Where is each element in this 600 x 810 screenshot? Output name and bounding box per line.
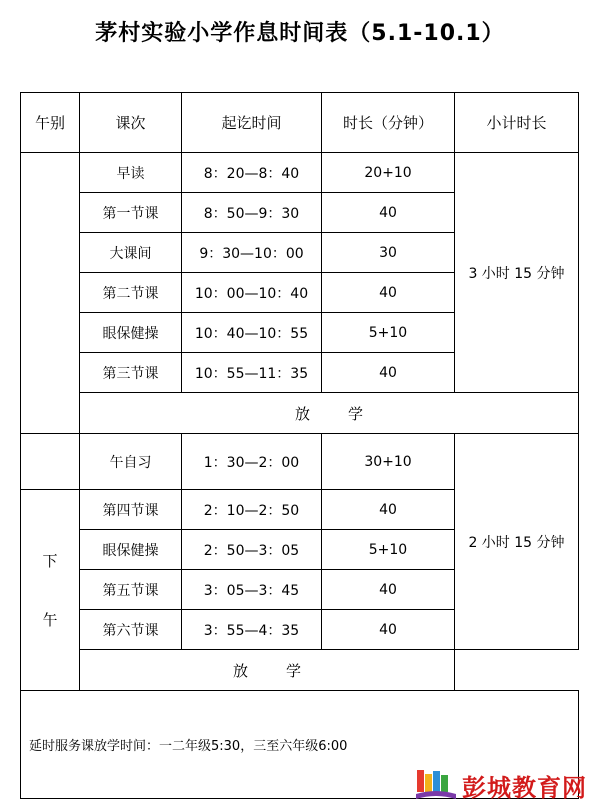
time-cell: 10：55—11：35 xyxy=(182,353,322,393)
header-lesson: 课次 xyxy=(80,93,182,153)
time-cell: 3：55—4：35 xyxy=(182,610,322,650)
duration-cell: 40 xyxy=(322,490,455,530)
duration-cell: 30+10 xyxy=(322,434,455,490)
lesson-cell: 眼保健操 xyxy=(80,313,182,353)
lesson-cell: 第一节课 xyxy=(80,193,182,233)
header-row xyxy=(21,93,579,153)
afternoon-label-top: 下 xyxy=(42,552,58,570)
lesson-cell: 早读 xyxy=(80,153,182,193)
duration-cell: 30 xyxy=(322,233,455,273)
watermark-text: 彭城教育网 xyxy=(462,774,587,802)
morning-period-cell xyxy=(21,153,80,434)
duration-cell: 20+10 xyxy=(322,153,455,193)
dismiss-row xyxy=(21,393,579,434)
book-logo-icon xyxy=(414,766,458,802)
duration-cell: 5+10 xyxy=(322,313,455,353)
duration-cell: 5+10 xyxy=(322,530,455,570)
time-cell: 2：10—2：50 xyxy=(182,490,322,530)
morning-dismiss: 放学 xyxy=(80,393,579,434)
lesson-cell: 第六节课 xyxy=(80,610,182,650)
lesson-cell: 第二节课 xyxy=(80,273,182,313)
duration-cell: 40 xyxy=(322,610,455,650)
morning-subtotal: 3 小时 15 分钟 xyxy=(455,153,579,393)
time-cell: 8：50—9：30 xyxy=(182,193,322,233)
dismiss-row xyxy=(21,650,579,691)
afternoon-period-cell xyxy=(21,490,80,691)
afternoon-dismiss: 放学 xyxy=(80,650,455,691)
self-study-period-cell xyxy=(21,434,80,490)
lesson-cell: 第四节课 xyxy=(80,490,182,530)
header-subtotal: 小计时长 xyxy=(455,93,579,153)
table-row xyxy=(21,153,579,193)
afternoon-subtotal: 2 小时 15 分钟 xyxy=(455,434,579,650)
time-cell: 8：20—8：40 xyxy=(182,153,322,193)
afternoon-label-bottom: 午 xyxy=(42,611,58,629)
time-cell: 9：30—10：00 xyxy=(182,233,322,273)
lesson-cell: 大课间 xyxy=(80,233,182,273)
lesson-cell: 眼保健操 xyxy=(80,530,182,570)
header-time: 起讫时间 xyxy=(182,93,322,153)
after-school-note: 延时服务课放学时间：一二年级5:30，三至六年级6:00 xyxy=(21,691,579,799)
time-cell: 10：40—10：55 xyxy=(182,313,322,353)
time-cell: 3：05—3：45 xyxy=(182,570,322,610)
table-row xyxy=(21,434,579,490)
duration-cell: 40 xyxy=(322,193,455,233)
lesson-cell: 第三节课 xyxy=(80,353,182,393)
site-watermark xyxy=(412,762,598,806)
duration-cell: 40 xyxy=(322,273,455,313)
duration-cell: 40 xyxy=(322,570,455,610)
lesson-cell: 午自习 xyxy=(80,434,182,490)
lesson-cell: 第五节课 xyxy=(80,570,182,610)
schedule-table xyxy=(20,92,579,799)
header-duration: 时长（分钟） xyxy=(322,93,455,153)
duration-cell: 40 xyxy=(322,353,455,393)
time-cell: 1：30—2：00 xyxy=(182,434,322,490)
page-title: 茅村实验小学作息时间表（5.1-10.1） xyxy=(95,21,505,46)
time-cell: 2：50—3：05 xyxy=(182,530,322,570)
time-cell: 10：00—10：40 xyxy=(182,273,322,313)
header-period: 午别 xyxy=(21,93,80,153)
